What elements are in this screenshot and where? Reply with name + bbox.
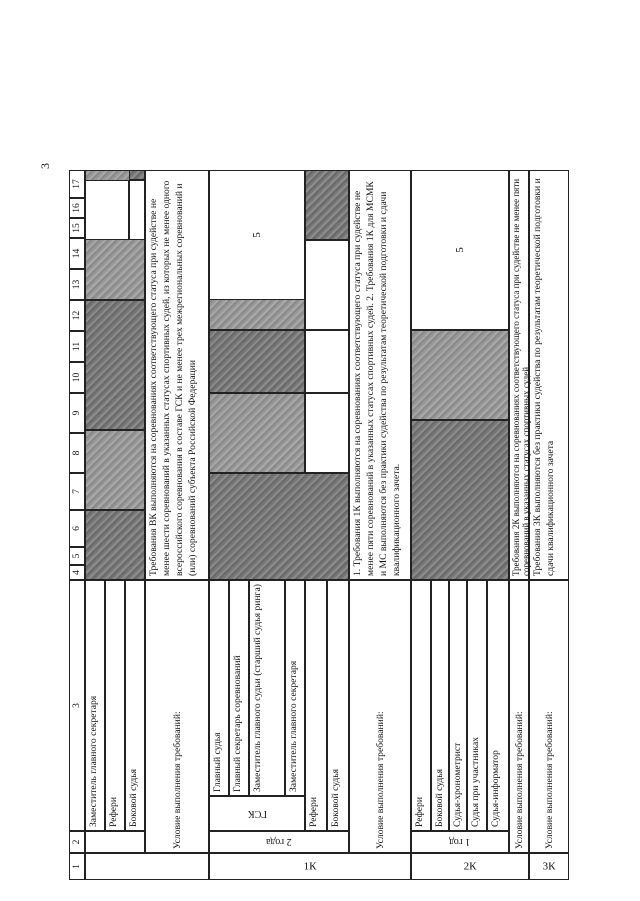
k2-category-label: 2К xyxy=(463,860,477,873)
k1-category xyxy=(209,853,411,880)
k1-period xyxy=(209,831,349,853)
k3-condition-text: Требования 3К выполняются без практики судейства по результатам теоретической подготовки и сдачи квалификационного зачета xyxy=(529,170,569,580)
k2-period-label: 1 год xyxy=(449,836,471,848)
k1-shade xyxy=(209,330,305,393)
k3-category-label: 3К xyxy=(542,860,556,873)
k1-gsk-row: Главный судья xyxy=(209,580,229,796)
rotated-table xyxy=(69,35,569,880)
k1-row: Рефери xyxy=(305,580,327,831)
col-header-17: 17 xyxy=(69,170,85,198)
k2-condition-text: Требования 2К выполняются на соревнованиях соответствующего статуса при судействе не менее пяти соревнований в указанных статусах спортивных судей xyxy=(509,170,529,580)
page-number: 3 xyxy=(38,163,52,169)
vk-col1 xyxy=(85,853,209,880)
k1-period-label: 2 года xyxy=(266,836,292,848)
vk-shade xyxy=(85,430,145,510)
k2-row: Судья-хронометрист xyxy=(449,580,467,831)
k1-gsk xyxy=(209,796,305,831)
k1-shade xyxy=(305,170,349,240)
col-header-4: 4 xyxy=(69,565,85,580)
k1-condition-label: Условие выполнения требований: xyxy=(349,580,411,853)
col-header-1: 1 xyxy=(69,853,85,880)
col-header-12: 12 xyxy=(69,300,85,331)
k2-row: Судья-информатор xyxy=(487,580,509,831)
k1-blank xyxy=(305,240,349,330)
k3-category xyxy=(529,853,569,880)
col-header-14: 14 xyxy=(69,238,85,269)
col-header-6: 6 xyxy=(69,510,85,547)
vk-row-label: Рефери xyxy=(105,580,125,831)
k2-value-cell xyxy=(411,170,509,330)
col-header-3: 3 xyxy=(69,580,85,831)
k1-shade xyxy=(209,393,305,473)
col-header-11: 11 xyxy=(69,331,85,362)
k2-shade xyxy=(411,330,509,420)
k1-value-cell xyxy=(209,170,305,300)
k1-gsk-label: ГСК xyxy=(247,808,267,819)
vk-blank xyxy=(129,180,145,240)
col-header-5: 5 xyxy=(69,547,85,565)
k1-gsk-row: Главный секретарь соревнований xyxy=(229,580,249,796)
vk-col2 xyxy=(85,831,145,853)
k1-blank xyxy=(305,393,349,473)
k2-row: Боковой судья xyxy=(431,580,449,831)
col-header-13: 13 xyxy=(69,269,85,300)
k2-value: 5 xyxy=(454,247,466,253)
col-header-10: 10 xyxy=(69,362,85,393)
k2-condition-label: Условие выполнения требований: xyxy=(509,580,529,853)
k1-shade xyxy=(209,473,349,580)
vk-shade xyxy=(85,510,145,580)
col-header-9: 9 xyxy=(69,393,85,433)
col-header-16: 16 xyxy=(69,198,85,218)
k2-row: Рефери xyxy=(411,580,431,831)
col-header-8: 8 xyxy=(69,433,85,473)
k2-row: Судья при участниках xyxy=(467,580,487,831)
vk-shade xyxy=(129,170,145,180)
vk-blank xyxy=(85,180,129,240)
k1-condition-text: 1. Требования 1К выполняются на соревнованиях соответствующего статуса при судействе не менее пяти соревнований в указанных статусах спортивных судей. 2. Требования 1К для МСМК и МС выполняются без практики судейства по результатам теоретической подготовки и сдачи квалификационного зачета. xyxy=(349,170,411,580)
vk-condition-label: Условие выполнения требований: xyxy=(145,580,209,853)
k1-value: 5 xyxy=(251,232,263,238)
vk-row-label: Заместитель главного секретаря xyxy=(85,580,105,831)
k2-shade xyxy=(411,420,509,580)
vk-condition-text: Требования ВК выполняются на соревнованиях соответствующего статуса при судействе не менее шести соревнований в указанных статусах спортивных судей, из которых не менее одного всероссийского соревнования в составе ГСК и не менее трех межрегиональных соревнований и (или) соревнований субъекта Российской Федерации xyxy=(145,170,209,580)
k3-condition-label: Условие выполнения требований: xyxy=(529,580,569,853)
vk-row-label: Боковой судья xyxy=(125,580,145,831)
vk-shade xyxy=(85,300,145,430)
col-header-2: 2 xyxy=(69,831,85,853)
k2-period xyxy=(411,831,509,853)
k1-gsk-row: Заместитель главного судьи (старший судья ринга) xyxy=(249,580,285,796)
k2-category xyxy=(411,853,529,880)
col-header-15: 15 xyxy=(69,218,85,238)
k1-category-label: 1К xyxy=(303,860,317,873)
k1-blank xyxy=(305,330,349,393)
col-header-7: 7 xyxy=(69,473,85,510)
k1-row: Боковой судья xyxy=(327,580,349,831)
k1-gsk-row: Заместитель главного секретаря xyxy=(285,580,305,796)
